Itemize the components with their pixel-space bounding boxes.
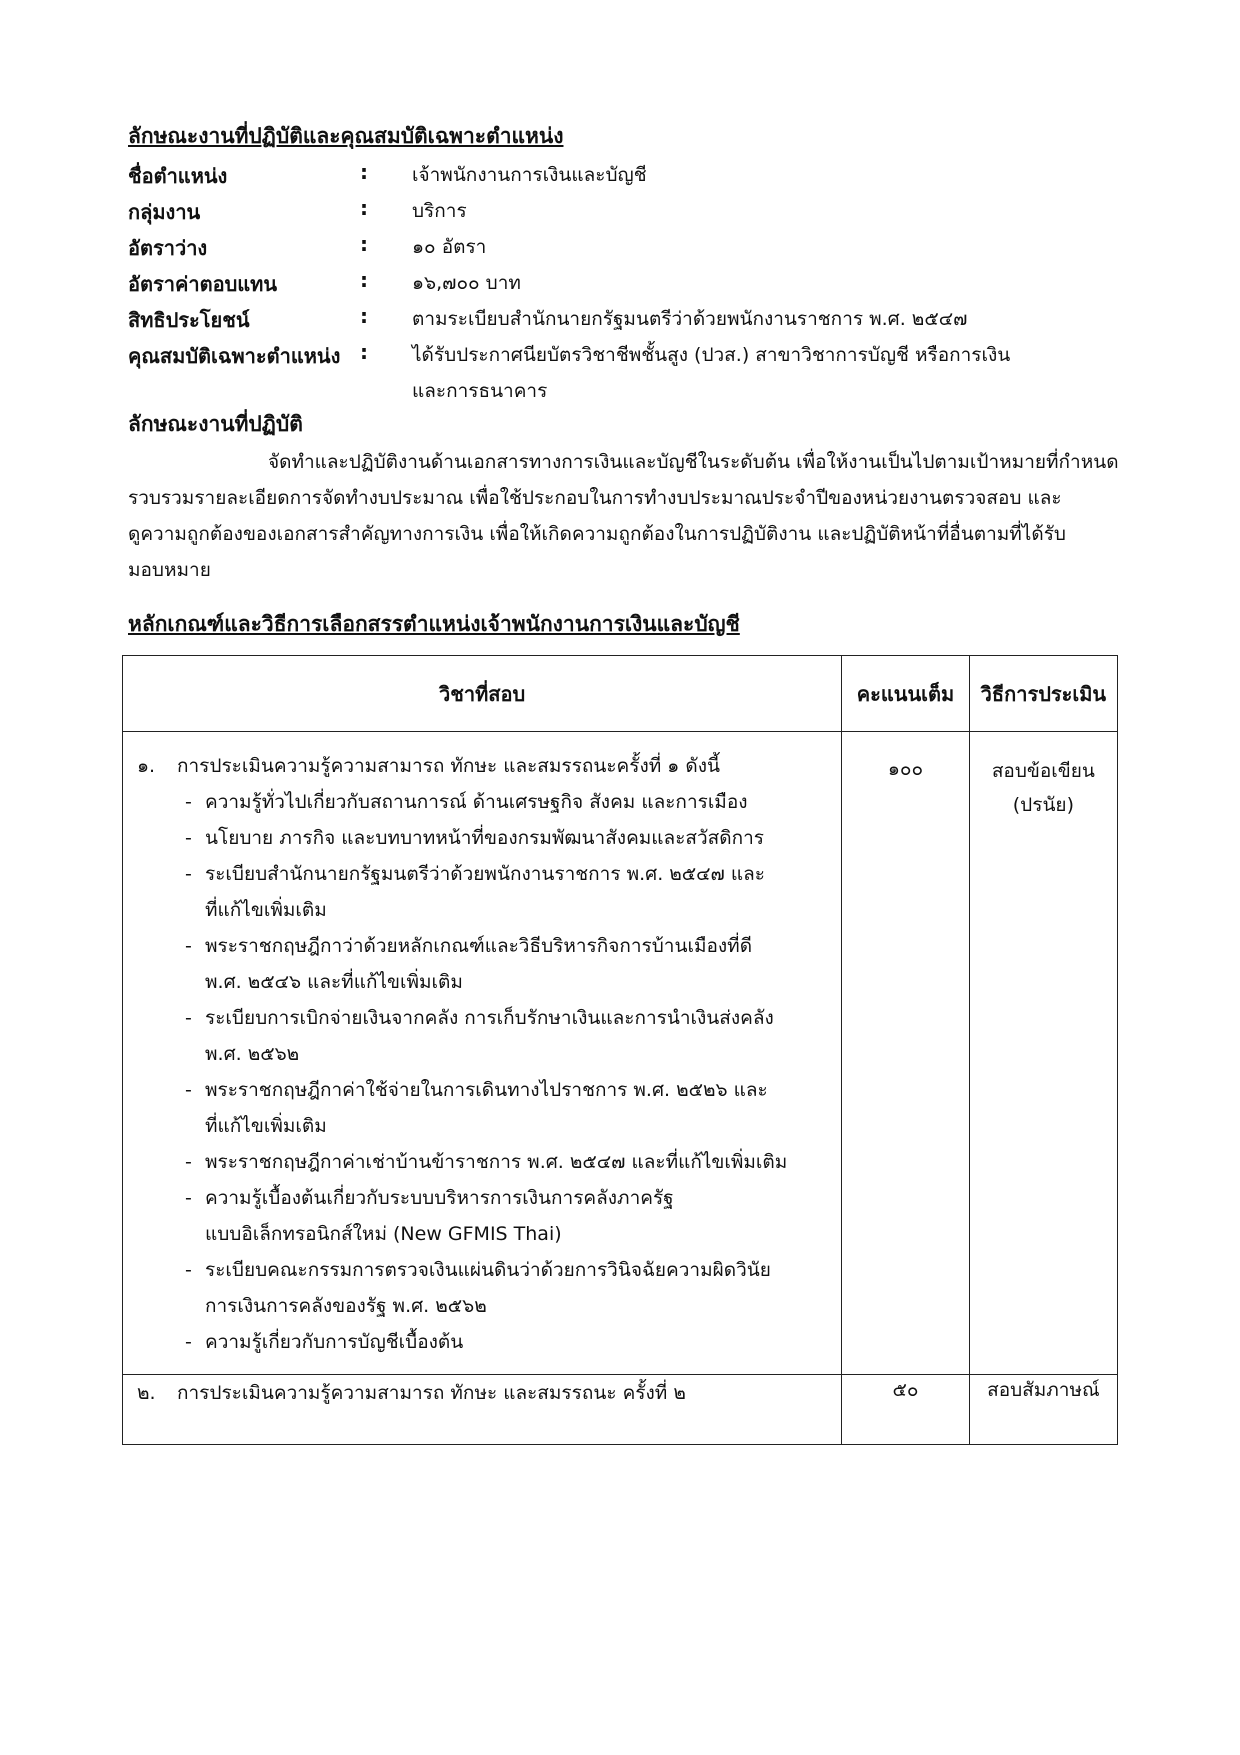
list-item: - พระราชกฤษฎีกาว่าด้วยหลักเกณฑ์และวิธีบริหารกิจการบ้านเมืองที่ดี พ.ศ. ๒๕๔๖ และที่แก้ไขเพิ่มเติม: [133, 928, 831, 1000]
info-label: อัตราค่าตอบแทน: [128, 272, 278, 296]
method-cell: สอบสัมภาษณ์: [969, 1375, 1117, 1445]
bullet-line: นโยบาย ภารกิจ และบทบาทหน้าที่ของกรมพัฒนาสังคมและสวัสดิการ: [205, 827, 764, 849]
bullet-line: ความรู้ทั่วไปเกี่ยวกับสถานการณ์ ด้านเศรษฐกิจ สังคม และการเมือง: [205, 791, 748, 813]
item-number: ๑.: [137, 755, 156, 777]
info-value: ได้รับประกาศนียบัตรวิชาชีพชั้นสูง (ปวส.) สาขาวิชาการบัญชี หรือการเงิน: [412, 344, 1011, 366]
duties-paragraph: [128, 444, 1118, 588]
info-value: เจ้าพนักงานการเงินและบัญชี: [412, 164, 647, 186]
list-item: - พระราชกฤษฎีกาค่าเช่าบ้านข้าราชการ พ.ศ. ๒๕๔๗ และที่แก้ไขเพิ่มเติม: [133, 1144, 831, 1180]
item-title-text: การประเมินความรู้ความสามารถ ทักษะ และสมรรถนะ ครั้งที่ ๒: [177, 1382, 686, 1404]
info-colon: :: [360, 304, 368, 328]
bullet-line: พระราชกฤษฎีกาค่าใช้จ่ายในการเดินทางไปราชการ พ.ศ. ๒๕๒๖ และ: [205, 1079, 768, 1101]
list-item: - ความรู้เกี่ยวกับการบัญชีเบื้องต้น: [133, 1324, 831, 1360]
bullet-line: ที่แก้ไขเพิ่มเติม: [205, 899, 327, 921]
bullet-line: พ.ศ. ๒๕๖๒: [205, 1043, 300, 1065]
list-item: - ระเบียบคณะกรรมการตรวจเงินแผ่นดินว่าด้วยการวินิจฉัยความผิดวินัย การเงินการคลังของรัฐ พ.ศ. ๒๕๖๒: [133, 1252, 831, 1324]
bullet-line: การเงินการคลังของรัฐ พ.ศ. ๒๕๖๒: [205, 1295, 487, 1317]
score-cell: ๕๐: [842, 1375, 970, 1445]
subject-cell: [123, 1375, 842, 1445]
table-header-row: [123, 656, 1118, 732]
bullet-line: ระเบียบคณะกรรมการตรวจเงินแผ่นดินว่าด้วยการวินิจฉัยความผิดวินัย: [205, 1259, 771, 1281]
info-colon: :: [360, 160, 368, 184]
info-colon: :: [360, 196, 368, 220]
bullet-line: ความรู้เกี่ยวกับการบัญชีเบื้องต้น: [205, 1331, 464, 1353]
paragraph-line: ดูความถูกต้องของเอกสารสำคัญทางการเงิน เพื่อให้เกิดความถูกต้องในการปฏิบัติงาน และปฏิบัติหน้าที่อื่นตามที่ได้รับ: [128, 523, 1066, 545]
info-label: กลุ่มงาน: [128, 200, 201, 224]
item-title-text: การประเมินความรู้ความสามารถ ทักษะ และสมรรถนะครั้งที่ ๑ ดังนี้: [177, 755, 720, 777]
table-row: [123, 1375, 1118, 1445]
info-colon: :: [360, 232, 368, 256]
method-line: (ปรนัย): [1012, 794, 1074, 816]
info-label: สิทธิประโยชน์: [128, 308, 250, 332]
subject-cell: [123, 732, 842, 1375]
list-item: - ความรู้เบื้องต้นเกี่ยวกับระบบบริหารการเงินการคลังภาครัฐ แบบอิเล็กทรอนิกส์ใหม่ (New GFMIS Thai): [133, 1180, 831, 1252]
list-item: - ระเบียบการเบิกจ่ายเงินจากคลัง การเก็บรักษาเงินและการนำเงินส่งคลัง พ.ศ. ๒๕๖๒: [133, 1000, 831, 1072]
bullet-line: ที่แก้ไขเพิ่มเติม: [205, 1115, 327, 1137]
list-item: - พระราชกฤษฎีกาค่าใช้จ่ายในการเดินทางไปราชการ พ.ศ. ๒๕๒๖ และ ที่แก้ไขเพิ่มเติม: [133, 1072, 831, 1144]
list-item: - ระเบียบสำนักนายกรัฐมนตรีว่าด้วยพนักงานราชการ พ.ศ. ๒๕๔๗ และ ที่แก้ไขเพิ่มเติม: [133, 856, 831, 928]
bullet-line: พ.ศ. ๒๕๔๖ และที่แก้ไขเพิ่มเติม: [205, 971, 463, 993]
header-subject: วิชาที่สอบ: [123, 656, 842, 732]
info-label: คุณสมบัติเฉพาะตำแหน่ง: [128, 344, 341, 368]
info-value: และการธนาคาร: [412, 380, 548, 402]
info-row-benefits: [128, 304, 1128, 338]
info-value: ๑๖,๗๐๐ บาท: [412, 272, 521, 294]
bullet-line: ระเบียบการเบิกจ่ายเงินจากคลัง การเก็บรักษาเงินและการนำเงินส่งคลัง: [205, 1007, 774, 1029]
info-row-vacancies: [128, 232, 1128, 266]
section-heading-duties-qualifications: ลักษณะงานที่ปฏิบัติและคุณสมบัติเฉพาะตำแหน่ง: [128, 124, 564, 148]
info-row-qualifications: [128, 340, 1128, 412]
info-row-group: [128, 196, 1128, 230]
info-label: อัตราว่าง: [128, 236, 208, 260]
info-label: ชื่อตำแหน่ง: [128, 164, 228, 188]
info-row-position: [128, 160, 1128, 194]
score-cell: ๑๐๐: [842, 732, 970, 1375]
bullet-line: พระราชกฤษฎีกาว่าด้วยหลักเกณฑ์และวิธีบริหารกิจการบ้านเมืองที่ดี: [205, 935, 753, 957]
method-line: สอบข้อเขียน: [991, 760, 1095, 782]
bullet-line: ความรู้เบื้องต้นเกี่ยวกับระบบบริหารการเงินการคลังภาครัฐ: [205, 1187, 674, 1209]
paragraph-line: รวบรวมรายละเอียดการจัดทำงบประมาณ เพื่อใช้ประกอบในการทำงบประมาณประจำปีของหน่วยงานตรวจสอบ และ: [128, 487, 1062, 509]
info-value: ๑๐ อัตรา: [412, 236, 487, 258]
bullet-line: แบบอิเล็กทรอนิกส์ใหม่ (New GFMIS Thai): [205, 1223, 562, 1245]
bullet-line: ระเบียบสำนักนายกรัฐมนตรีว่าด้วยพนักงานราชการ พ.ศ. ๒๕๔๗ และ: [205, 863, 765, 885]
info-value: บริการ: [412, 200, 467, 222]
duties-heading: ลักษณะงานที่ปฏิบัติ: [128, 412, 303, 436]
section-heading-selection-criteria: หลักเกณฑ์และวิธีการเลือกสรรตำแหน่งเจ้าพนักงานการเงินและบัญชี: [128, 612, 740, 636]
bullet-line: พระราชกฤษฎีกาค่าเช่าบ้านข้าราชการ พ.ศ. ๒๕๔๗ และที่แก้ไขเพิ่มเติม: [205, 1151, 788, 1173]
info-colon: :: [360, 268, 368, 292]
exam-item-title: [133, 1375, 831, 1411]
table-row: [123, 732, 1118, 1375]
paragraph-line: จัดทำและปฏิบัติงานด้านเอกสารทางการเงินและบัญชีในระดับต้น เพื่อให้งานเป็นไปตามเป้าหมายที่กำหนด: [268, 451, 1119, 473]
info-row-compensation: [128, 268, 1128, 302]
method-cell: [969, 732, 1117, 1375]
paragraph-line: มอบหมาย: [128, 559, 211, 581]
selection-criteria-table: [122, 655, 1118, 1445]
exam-item-title: [133, 748, 831, 784]
info-colon: :: [360, 340, 368, 364]
header-assessment-method: วิธีการประเมิน: [969, 656, 1117, 732]
info-value: ตามระเบียบสำนักนายกรัฐมนตรีว่าด้วยพนักงานราชการ พ.ศ. ๒๕๔๗: [412, 308, 968, 330]
item-number: ๒.: [137, 1382, 156, 1404]
list-item: - ความรู้ทั่วไปเกี่ยวกับสถานการณ์ ด้านเศรษฐกิจ สังคม และการเมือง: [133, 784, 831, 820]
header-full-score: คะแนนเต็ม: [842, 656, 970, 732]
list-item: - นโยบาย ภารกิจ และบทบาทหน้าที่ของกรมพัฒนาสังคมและสวัสดิการ: [133, 820, 831, 856]
